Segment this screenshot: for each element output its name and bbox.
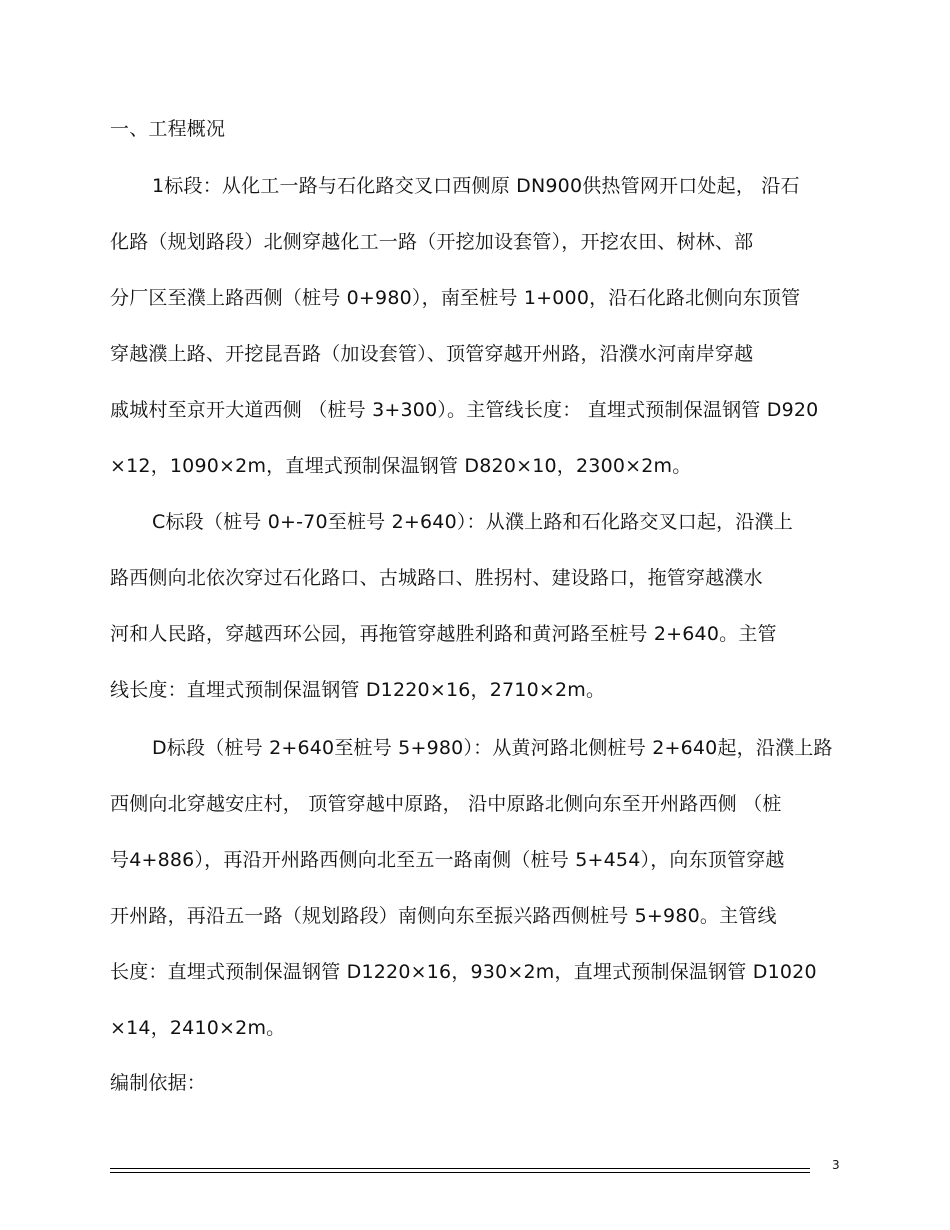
- paragraph-2-line-1: C标段（桩号 0+-70至桩号 2+640）：从濮上路和石化路交叉口起，沿濮上: [152, 511, 793, 533]
- section-heading: 一、工程概况: [110, 118, 226, 140]
- paragraph-3-line-3: 号4+886），再沿开州路西侧向北至五一路南侧（桩号 5+454），向东顶管穿越: [110, 849, 785, 871]
- paragraph-1-line-1: 1标段：从化工一路与石化路交叉口西侧原 DN900供热管网开口处起， 沿石: [152, 175, 800, 197]
- paragraph-1-line-4: 穿越濮上路、开挖昆吾路（加设套管）、顶管穿越开州路，沿濮水河南岸穿越: [110, 343, 754, 365]
- basis-label: 编制依据：: [110, 1072, 207, 1094]
- footer-rule-top: [110, 1168, 810, 1169]
- paragraph-3-line-5: 长度：直埋式预制保温钢管 D1220×16，930×2m，直埋式预制保温钢管 D1020: [110, 961, 817, 983]
- paragraph-1-line-6: ×12，1090×2m，直埋式预制保温钢管 D820×10，2300×2m。: [110, 455, 692, 477]
- paragraph-2-line-3: 河和人民路，穿越西环公园，再拖管穿越胜利路和黄河路至桩号 2+640。主管: [110, 623, 777, 645]
- footer-rule-bottom: [110, 1172, 810, 1173]
- paragraph-3-line-6: ×14，2410×2m。: [110, 1017, 286, 1039]
- paragraph-1-line-5: 戚城村至京开大道西侧 （桩号 3+300）。主管线长度： 直埋式预制保温钢管 D920: [110, 399, 819, 421]
- page-number: 3: [832, 1158, 840, 1172]
- paragraph-3-line-4: 开州路，再沿五一路（规划路段）南侧向东至振兴路西侧桩号 5+980。主管线: [110, 905, 777, 927]
- paragraph-1-line-2: 化路（规划路段）北侧穿越化工一路（开挖加设套管），开挖农田、树林、部: [110, 231, 754, 253]
- paragraph-2-line-4: 线长度：直埋式预制保温钢管 D1220×16，2710×2m。: [110, 679, 606, 701]
- paragraph-3-line-2: 西侧向北穿越安庄村， 顶管穿越中原路， 沿中原路北侧向东至开州路西侧 （桩: [110, 793, 782, 815]
- paragraph-3-line-1: D标段（桩号 2+640至桩号 5+980）：从黄河路北侧桩号 2+640起，沿濮上路: [152, 737, 833, 759]
- paragraph-1-line-3: 分厂区至濮上路西侧（桩号 0+980），南至桩号 1+000，沿石化路北侧向东顶管: [110, 287, 801, 309]
- paragraph-2-line-2: 路西侧向北依次穿过石化路口、古城路口、胜拐村、建设路口，拖管穿越濮水: [110, 567, 763, 589]
